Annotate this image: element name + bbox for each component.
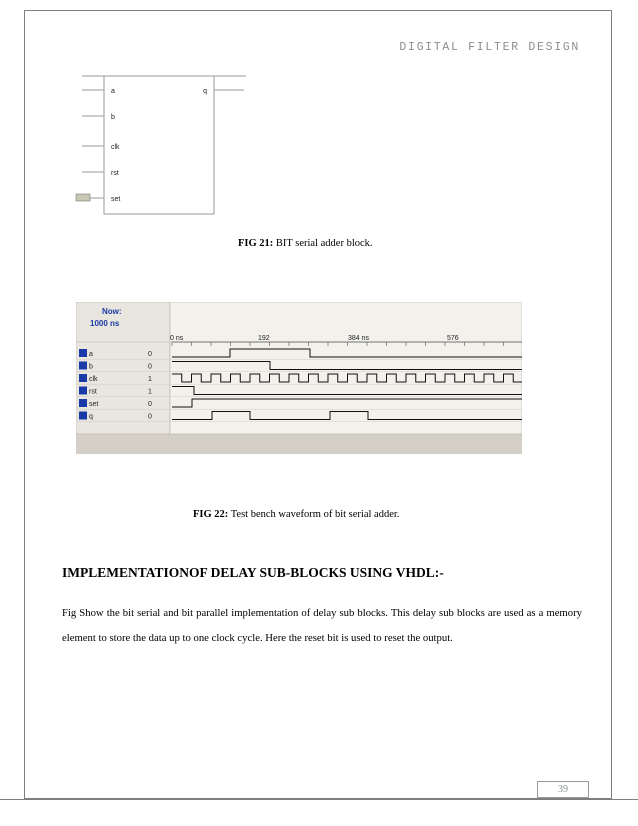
signal-name: a [89, 351, 93, 358]
fig22-waveform-panel [76, 302, 522, 454]
now-value: 1000 ns [90, 319, 120, 328]
set-input-marker-icon [76, 194, 90, 201]
signal-name: set [89, 401, 99, 408]
tick-label-192: 192 [258, 335, 270, 342]
port-label-set: set [111, 196, 121, 203]
fig21-caption [238, 238, 373, 249]
signal-value: 1 [148, 388, 152, 396]
port-label-rst: rst [111, 170, 119, 177]
fig21-caption-text: BIT serial adder block. [275, 238, 373, 249]
fig22-caption-text: Test bench waveform of bit serial adder. [230, 509, 400, 520]
port-label-a: a [111, 88, 115, 95]
signal-value: 0 [148, 351, 152, 358]
section-paragraph: Fig Show the bit serial and bit parallel implementation of delay sub blocks. This delay sub blocks are used as a memory element to store the data up to one clock cycle. Here the reset bit is used to reset the output. [62, 607, 582, 644]
tick-label-0: 0 ns [170, 335, 184, 342]
signal-icon [79, 349, 87, 357]
running-header: DIGITAL FILTER DESIGN [399, 41, 580, 54]
signal-icon [79, 362, 87, 370]
fig22-caption [193, 509, 399, 520]
port-label-clk: clk [111, 144, 120, 151]
signal-name: q [89, 413, 93, 421]
signal-icon [79, 387, 87, 395]
signal-value: 0 [148, 363, 152, 371]
fig22-caption-label: FIG 22: [193, 509, 229, 520]
signal-value: 1 [148, 376, 152, 383]
signal-value: 0 [148, 413, 152, 421]
port-label-b: b [111, 114, 115, 121]
signal-waves-pane [170, 302, 522, 434]
signal-value: 0 [148, 401, 152, 408]
component-box [104, 76, 214, 214]
tick-label-384: 384 ns [348, 335, 370, 342]
signal-icon [79, 374, 87, 382]
fig21-block-diagram [66, 70, 246, 218]
signal-icon [79, 399, 87, 407]
port-label-q: q [203, 88, 207, 95]
section-heading: IMPLEMENTATIONOF DELAY SUB-BLOCKS USING VHDL:- [62, 565, 444, 580]
tick-label-576: 576 [447, 335, 459, 342]
fig21-caption-label: FIG 21: [238, 238, 274, 249]
page-number: 39 [537, 781, 589, 798]
footer-rule [0, 799, 638, 800]
signal-icon [79, 412, 87, 420]
signal-name: clk [89, 376, 98, 383]
now-label: Now: [102, 307, 122, 316]
signal-name: rst [89, 388, 97, 396]
signal-name: b [89, 363, 93, 371]
